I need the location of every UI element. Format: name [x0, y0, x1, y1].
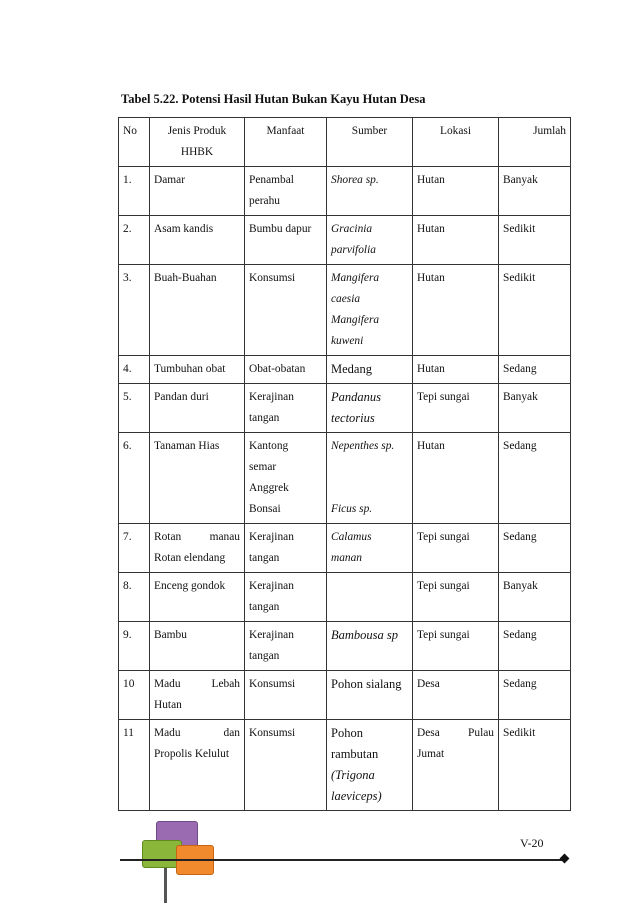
cell-sumber-line: Bambousa sp: [331, 628, 399, 642]
cell-no: 5.: [119, 384, 150, 433]
table-body: [119, 167, 571, 811]
cell-sumber: [327, 356, 413, 384]
cell-manfaat-line: semar: [249, 461, 277, 473]
cell-jenis: [150, 167, 245, 216]
cell-no: 7.: [119, 524, 150, 573]
header-jumlah: Jumlah: [499, 118, 571, 167]
table-row: [119, 573, 571, 622]
table-row: [119, 433, 571, 524]
cell-jenis-line: Pandan duri: [154, 391, 209, 403]
cell-sumber-line: Ficus sp.: [331, 503, 373, 515]
table-row: [119, 671, 571, 720]
cell-manfaat: [245, 573, 327, 622]
cell-jumlah: Sedang: [499, 433, 571, 524]
cell-no: 11: [119, 720, 150, 811]
table-row: [119, 524, 571, 573]
cell-sumber-line: kuweni: [331, 335, 364, 347]
cell-jenis-line: Rotan manau: [154, 531, 240, 543]
cell-jumlah: Banyak: [499, 167, 571, 216]
cell-sumber-line: [331, 576, 408, 597]
header-lokasi: Lokasi: [413, 118, 499, 167]
cell-lokasi: [413, 167, 499, 216]
cell-sumber-line: manan: [331, 552, 363, 564]
cell-manfaat-line: Kerajinan: [249, 629, 294, 641]
cell-manfaat: [245, 671, 327, 720]
cell-no: 4.: [119, 356, 150, 384]
cell-jumlah: Sedikit: [499, 265, 571, 356]
header-jenis: [150, 118, 245, 167]
cell-sumber: [327, 622, 413, 671]
table-header-row: [119, 118, 571, 167]
cell-sumber-line: [331, 478, 408, 499]
cell-no: 9.: [119, 622, 150, 671]
cell-lokasi: [413, 356, 499, 384]
cell-lokasi-line: Hutan: [417, 223, 445, 235]
table-caption: Tabel 5.22. Potensi Hasil Hutan Bukan Kayu Hutan Desa: [121, 92, 426, 106]
cell-lokasi: [413, 671, 499, 720]
cell-lokasi-line: Desa: [417, 678, 440, 690]
cell-jumlah: Sedang: [499, 356, 571, 384]
cell-manfaat-line: Kerajinan: [249, 391, 294, 403]
cell-manfaat: [245, 356, 327, 384]
cell-jenis-line: Enceng gondok: [154, 580, 226, 592]
cell-manfaat-line: Konsumsi: [249, 727, 296, 739]
cell-manfaat: [245, 622, 327, 671]
cell-no: 10: [119, 671, 150, 720]
header-jenis-line2: HHBK: [180, 146, 214, 158]
cell-lokasi-line: Tepi sungai: [417, 629, 470, 641]
cell-jumlah: Sedikit: [499, 216, 571, 265]
cell-manfaat-line: Kerajinan: [249, 580, 294, 592]
cell-sumber-line: tectorius: [331, 411, 375, 425]
header-no: No: [119, 118, 150, 167]
cell-no: 8.: [119, 573, 150, 622]
cell-jenis: [150, 216, 245, 265]
table-row: [119, 720, 571, 811]
cell-jenis: [150, 433, 245, 524]
cell-sumber-line: Pohon sialang: [331, 677, 402, 691]
cell-jenis: [150, 573, 245, 622]
table-row: [119, 216, 571, 265]
cell-sumber: [327, 720, 413, 811]
cell-sumber-line: Gracinia: [331, 223, 373, 235]
cell-manfaat: [245, 265, 327, 356]
cell-manfaat-line: perahu: [249, 195, 280, 207]
cell-manfaat-line: Kantong: [249, 440, 289, 452]
cell-manfaat: [245, 433, 327, 524]
hhbk-table: [118, 117, 571, 811]
cell-sumber: [327, 384, 413, 433]
cell-sumber: [327, 524, 413, 573]
cell-jenis: [150, 384, 245, 433]
cell-lokasi: [413, 216, 499, 265]
cell-manfaat-line: tangan: [249, 552, 280, 564]
cell-jumlah: Sedikit: [499, 720, 571, 811]
cell-lokasi-line: Hutan: [417, 363, 445, 375]
page-number: V-20: [520, 836, 544, 850]
cell-jenis: [150, 524, 245, 573]
cell-manfaat-line: Konsumsi: [249, 272, 296, 284]
cell-lokasi: [413, 524, 499, 573]
cell-sumber-line: Pohon: [331, 726, 363, 740]
footer-diamond-icon: [560, 854, 570, 864]
cell-no: 1.: [119, 167, 150, 216]
cell-manfaat-line: tangan: [249, 601, 280, 613]
cell-lokasi-line: Hutan: [417, 174, 445, 186]
cell-manfaat-line: Konsumsi: [249, 678, 296, 690]
cell-jenis-line: Asam kandis: [154, 223, 214, 235]
cell-manfaat-line: Bonsai: [249, 503, 281, 515]
cell-sumber-line: rambutan: [331, 747, 379, 761]
cell-manfaat-line: tangan: [249, 650, 280, 662]
cell-lokasi-line: Hutan: [417, 440, 445, 452]
cell-sumber-line: [331, 457, 408, 478]
cell-jenis-line: Madu Lebah: [154, 678, 240, 690]
header-manfaat: Manfaat: [245, 118, 327, 167]
cell-sumber-line: (Trigona: [331, 768, 375, 782]
cell-sumber-line: Nepenthes sp.: [331, 440, 395, 452]
cell-sumber-line: Mangifera: [331, 314, 380, 326]
cell-lokasi-line: Jumat: [417, 748, 445, 760]
cell-manfaat-line: Penambal: [249, 174, 294, 186]
cell-jenis-line: Rotan elendang: [154, 552, 226, 564]
cell-sumber: [327, 167, 413, 216]
cell-jenis-line: Madu dan: [154, 727, 240, 739]
cell-lokasi-line: Tepi sungai: [417, 580, 470, 592]
cell-manfaat: [245, 216, 327, 265]
cell-lokasi-line: Desa Pulau: [417, 727, 494, 739]
cell-jenis: [150, 265, 245, 356]
cell-jenis-line: Tanaman Hias: [154, 440, 220, 452]
table-row: [119, 622, 571, 671]
cell-lokasi-line: Tepi sungai: [417, 391, 470, 403]
cell-manfaat-line: Obat-obatan: [249, 363, 306, 375]
cell-lokasi-line: Hutan: [417, 272, 445, 284]
cell-jenis: [150, 356, 245, 384]
cell-manfaat-line: Anggrek: [249, 482, 289, 494]
cell-manfaat: [245, 524, 327, 573]
cell-manfaat: [245, 167, 327, 216]
cell-manfaat-line: Kerajinan: [249, 531, 294, 543]
cell-sumber-line: Medang: [331, 362, 372, 376]
cell-jumlah: Banyak: [499, 384, 571, 433]
cell-lokasi: [413, 573, 499, 622]
cell-sumber-line: Mangifera: [331, 272, 380, 284]
cell-sumber-line: caesia: [331, 293, 361, 305]
cell-lokasi: [413, 433, 499, 524]
cell-sumber-line: Pandanus: [331, 390, 381, 404]
cell-no: 6.: [119, 433, 150, 524]
cell-jenis-line: Damar: [154, 174, 185, 186]
cell-sumber-line: parvifolia: [331, 244, 376, 256]
cell-jumlah: Sedang: [499, 622, 571, 671]
footer-rule: [120, 859, 566, 861]
cell-manfaat-line: tangan: [249, 412, 280, 424]
table-row: [119, 167, 571, 216]
cell-sumber: [327, 433, 413, 524]
cell-jenis: [150, 671, 245, 720]
cell-jumlah: Banyak: [499, 573, 571, 622]
cell-jenis-line: Propolis Kelulut: [154, 748, 229, 760]
cell-sumber-line: Shorea sp.: [331, 174, 379, 186]
cell-jenis-line: Bambu: [154, 629, 187, 641]
table-row: [119, 265, 571, 356]
cell-lokasi: [413, 720, 499, 811]
cell-manfaat-line: Bumbu dapur: [249, 223, 312, 235]
table-row: [119, 356, 571, 384]
cell-manfaat: [245, 384, 327, 433]
header-sumber: Sumber: [327, 118, 413, 167]
cell-manfaat: [245, 720, 327, 811]
cell-lokasi: [413, 622, 499, 671]
cell-no: 3.: [119, 265, 150, 356]
cell-sumber: [327, 573, 413, 622]
cell-jumlah: Sedang: [499, 524, 571, 573]
cell-sumber-line: Calamus: [331, 531, 372, 543]
cell-jenis-line: Hutan: [154, 699, 182, 711]
header-jenis-line1: Jenis Produk: [167, 125, 227, 137]
cell-sumber: [327, 671, 413, 720]
cell-sumber-line: laeviceps): [331, 789, 382, 803]
cell-jenis: [150, 720, 245, 811]
cell-lokasi-line: Tepi sungai: [417, 531, 470, 543]
cell-lokasi: [413, 265, 499, 356]
table-row: [119, 384, 571, 433]
cell-jenis: [150, 622, 245, 671]
cell-jenis-line: Tumbuhan obat: [154, 363, 226, 375]
cell-jumlah: Sedang: [499, 671, 571, 720]
cell-lokasi: [413, 384, 499, 433]
cell-jenis-line: Buah-Buahan: [154, 272, 217, 284]
cell-sumber: [327, 265, 413, 356]
cell-sumber: [327, 216, 413, 265]
cell-no: 2.: [119, 216, 150, 265]
